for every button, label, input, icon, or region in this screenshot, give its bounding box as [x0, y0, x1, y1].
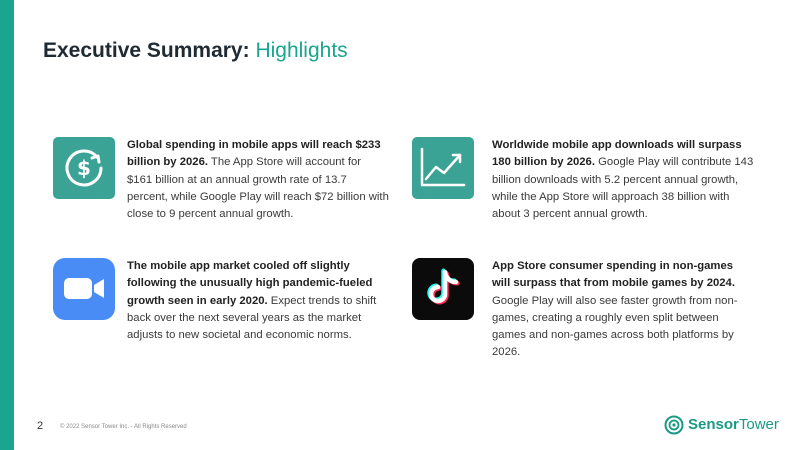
card-body-text: Expect trends to shift back over the next several years as the market adjusts to new societal and economic norms.	[127, 294, 377, 342]
logo-word-sensor: Sensor	[688, 416, 739, 433]
dollar-refresh-icon	[53, 137, 115, 199]
card-bold-text: The mobile app market cooled off slightly following the unusually high pandemic-fueled growth seen in early 2020.	[127, 260, 373, 307]
card-bold-text: Global spending in mobile apps will reach $233 billion by 2026.	[127, 139, 381, 169]
logo-word-tower: Tower	[738, 416, 779, 433]
card-body-text: The App Store will account for $161 billion at an annual growth rate of 13.7 percent, while Google Play will reach $72 billion with close to 9 percent annual growth.	[127, 156, 389, 221]
page-number: 2	[37, 420, 44, 432]
svg-text:$: $	[77, 156, 91, 180]
slide-title	[43, 38, 348, 64]
card-bold-text: Worldwide mobile app downloads will surpass 180 billion by 2026.	[492, 139, 742, 169]
accent-side-bar	[0, 0, 14, 450]
title-bold-part: Executive Summary:	[43, 39, 250, 62]
copyright-text: © 2022 Sensor Tower Inc. - All Rights Reserved	[60, 424, 187, 430]
trending-up-chart-icon	[412, 137, 474, 199]
title-accent-part: Highlights	[255, 39, 348, 62]
card-body-text: Google Play will contribute 143 billion downloads with 5.2 percent annual growth, while the App Store will approach 38 billion with about 3 percent annual growth.	[492, 156, 754, 221]
sensor-tower-logo-text	[688, 415, 779, 435]
zoom-video-app-icon	[53, 258, 115, 320]
sensor-tower-logo-icon	[664, 415, 684, 435]
card-bold-text: App Store consumer spending in non-games will surpass that from mobile games by 2024.	[492, 260, 735, 290]
tiktok-app-icon	[412, 258, 474, 320]
card-body-text: Google Play will also see faster growth from non-games, creating a roughly even split between games and non-games across both platforms by 2026.	[492, 294, 738, 359]
card-text	[492, 137, 754, 223]
card-text	[127, 258, 389, 344]
card-text	[127, 137, 389, 223]
card-text	[492, 258, 754, 362]
sensor-tower-logo	[664, 414, 779, 436]
